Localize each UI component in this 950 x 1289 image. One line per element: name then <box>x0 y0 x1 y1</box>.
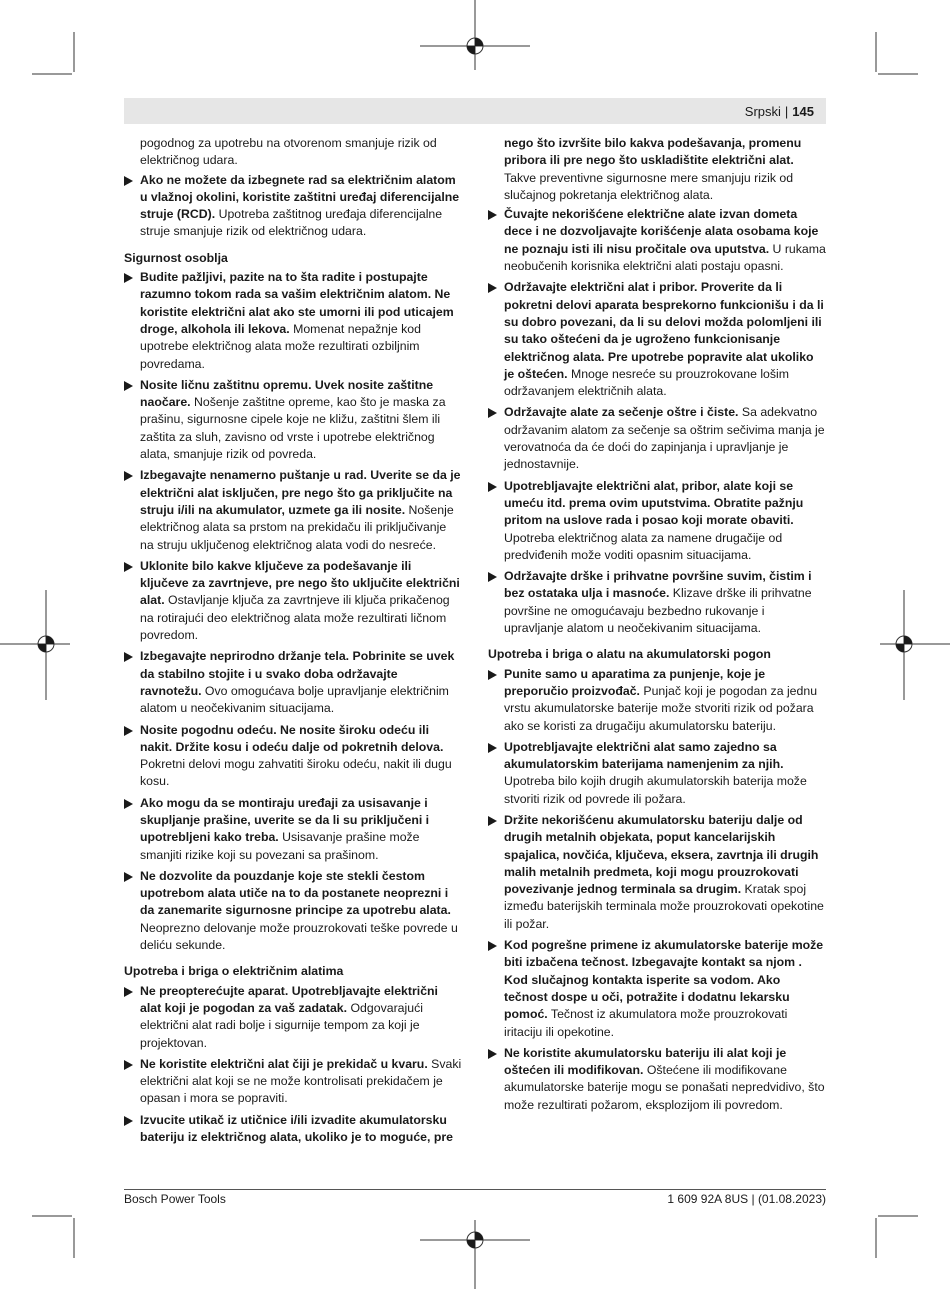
item-text: Takve preventivne sigurnosne mere smanjuju rizik od slučajnog pokretanja električnog alata. <box>504 170 794 202</box>
item-text: Ovo omogućava bolje upravljanje električnim alatom u neočekivanim situacijama. <box>140 683 449 716</box>
footer-publisher: Bosch Power Tools <box>124 1192 226 1206</box>
item-bold: Upotrebljavajte električni alat, pribor, alate koji se umeću itd. prema ovim uputstvima. Obratite pažnju pritom na uslove rada i posao koji morate obaviti. <box>504 478 804 528</box>
header-section: Srpski <box>744 104 781 119</box>
item-bold: Ne koristite električni alat čiji je prekidač u kvaru. <box>140 1056 428 1071</box>
item-text: Tečnost iz akumulatora može prouzrokovati iritaciju ili opekotine. <box>504 1007 788 1039</box>
bullet-arrow-icon <box>488 816 497 826</box>
bullet-arrow-icon <box>124 872 133 882</box>
bullet-arrow-icon <box>488 210 497 220</box>
bullet-arrow-icon <box>124 176 133 186</box>
safety-item <box>124 983 462 1052</box>
item-text: Pokretni delovi mogu zahvatiti široku odeću, nakit ili dugu kosu. <box>140 757 452 789</box>
bullet-arrow-icon <box>488 482 497 492</box>
bullet-arrow-icon <box>488 743 497 753</box>
bullet-arrow-icon <box>124 273 133 283</box>
item-bold: Punite samo u aparatima za punjenje, koje je preporučio proizvođač. <box>504 666 766 698</box>
item-bold: Uklonite bilo kakve ključeve za podešavanje ili ključeve za zavrtnjeve, pre nego što uključite električni alat. <box>140 558 460 608</box>
item-text: Odgovarajući električni alat radi bolje i sigurnije tempom za koji je projektovan. <box>140 1000 423 1050</box>
item-text: Klizave drške ili prihvatne površine ne omogućavaju bezbedno rukovanje i upravljanje alatom u neočekivanim situacijama. <box>504 586 812 636</box>
item-bold: Ako mogu da se montiraju uređaji za usisavanje i skupljanje prašine, uverite se da li su priključeni i upotrebljeni kako treba. <box>140 795 430 845</box>
item-text: Oštećene ili modifikovane akumulatorske baterije mogu se ponašati nepredvidivo, što može rezultirati požarom, eksplozijom ili povredom. <box>504 1063 825 1112</box>
item-bold: Budite pažljivi, pazite na to šta radite i postupajte razumno tokom rada sa vašim električnim alatom. Ne koristite električni alat ako ste umorni ili pod uticajem droge, alkohola ili lekova. <box>140 270 454 336</box>
safety-item <box>488 739 826 808</box>
bullet-arrow-icon <box>124 1060 133 1070</box>
item-text: Mnoge nesreće su prouzrokovane lošim održavanjem električnih alata. <box>504 366 790 399</box>
safety-item <box>124 868 462 954</box>
safety-item <box>488 279 826 400</box>
safety-item <box>124 269 462 373</box>
bullet-arrow-icon <box>488 670 497 680</box>
item-text: Punjač koji je pogodan za jednu vrstu akumulatorske baterije može stvoriti rizik od požara ako se koristi za drugačiju akumulatorsku bateriju. <box>504 683 818 733</box>
safety-item <box>124 558 462 644</box>
item-text: Svaki električni alat koji se ne može kontrolisati prekidačem je opasan i mora se popraviti. <box>140 1056 462 1106</box>
safety-item <box>488 568 826 637</box>
item-bold: Ne koristite akumulatorsku bateriju ili alat koji je oštećen ili modifikovan. <box>504 1045 787 1078</box>
safety-item <box>124 377 462 463</box>
item-bold: Kod pogrešne primene iz akumulatorske baterije može biti izbačena tečnost. Izbegavajte kontakt sa njom . Kod slučajnog kontakta isperite sa vodom. Ako tečnost dospe u oči, potražite i dodatnu lekarsku pomoć. <box>504 938 824 1022</box>
item-bold: nego što izvršite bilo kakva podešavanja, promenu pribora ili pre nego što uskladištite električni alat. <box>504 136 802 168</box>
item-bold: Nosite pogodnu odeću. Ne nosite široku odeću ili nakit. Držite kosu i odeću dalje od pokretnih delova. <box>140 722 444 754</box>
item-text: Momenat nepažnje kod upotrebe električnog alata može rezultirati ozbiljnim povredama. <box>140 321 421 371</box>
item-text: Nošenje zaštitne opreme, kao što je maska za prašinu, sigurnosne cipele koje ne kližu, zaštitni šlem ili zaštita za sluh, zavisno od vrste i upotrebe električnog alata, smanjuje rizik od povreda. <box>140 395 446 462</box>
safety-item <box>488 478 826 564</box>
safety-item <box>488 206 826 275</box>
header-bar <box>124 98 826 124</box>
safety-item <box>124 467 462 553</box>
section-heading: Upotreba i briga o alatu na akumulatorski pogon <box>488 647 771 662</box>
bullet-arrow-icon <box>488 408 497 418</box>
page-header <box>745 104 814 120</box>
bullet-arrow-icon <box>124 726 133 736</box>
footer-document-id: 1 609 92A 8US | (01.08.2023) <box>667 1192 826 1206</box>
item-text: Neoprezno delovanje može prouzrokovati teške povrede u deliću sekunde. <box>140 920 458 953</box>
safety-item <box>124 648 462 717</box>
safety-item <box>124 722 462 791</box>
page-number: 145 <box>792 104 814 119</box>
safety-item <box>488 812 826 933</box>
safety-item <box>124 1112 462 1147</box>
item-bold: Održavajte drške i prihvatne površine suvim, čistim i bez ostataka ulja i masnoće. <box>504 569 812 601</box>
item-bold: Izbegavajte neprirodno držanje tela. Pobrinite se uvek da stabilno stojite i u svako doba održavajte ravnotežu. <box>140 649 455 698</box>
item-bold: Ne preopterećujte aparat. Upotrebljavajte električni alat koji je pogodan za vaš zadatak. <box>140 983 438 1015</box>
right-column <box>488 135 826 1118</box>
item-bold: Izbegavajte nenamerno puštanje u rad. Uverite se da je električni alat isključen, pre nego što ga priključite na struju i/ili na akumulator, uzmete ga ili nosite. <box>140 468 461 517</box>
bullet-arrow-icon <box>488 941 497 951</box>
item-text: Upotreba zaštitnog uređaja diferencijalne struje smanjuje rizik od električnog udara. <box>140 207 443 239</box>
item-text: Upotreba bilo kojih drugih akumulatorskih baterija može stvoriti rizik od povrede ili požara. <box>504 774 807 806</box>
bullet-arrow-icon <box>124 987 133 997</box>
section-heading: Upotreba i briga o električnim alatima <box>124 964 344 979</box>
bullet-arrow-icon <box>124 381 133 391</box>
safety-item <box>124 172 462 241</box>
safety-item <box>488 937 826 1041</box>
section-heading: Sigurnost osoblja <box>124 250 228 265</box>
item-bold: Održavajte električni alat i pribor. Proverite da li pokretni delovi aparata besprekorno funkcionišu i da li su dobro povezani, da li su delovi možda polomljeni ili su tako oštećeni da je ugroženo funkcionisanje električnog alata. Pre upotrebe popravite alat ukoliko je oštećen. <box>504 280 824 381</box>
item-bold: Ako ne možete da izbegnete rad sa električnim alatom u vlažnoj okolini, koristite zaštitni uređaj diferencijalne struje (RCD). <box>140 172 460 222</box>
left-column <box>124 135 462 1150</box>
item-text: Sa adekvatno održavanim alatom za sečenje sa oštrim sečivima manja je verovatnoća da će doći do zapinjanja i upravljanje je jednostavnije. <box>504 405 825 472</box>
item-bold: Čuvajte nekorišćene električne alate izvan dometa dece i ne dozvoljavajte korišćenje alata osobama koje ne poznaju isti ili nisu pročitale ova uputstva. <box>504 207 819 256</box>
item-bold: Nosite ličnu zaštitnu opremu. Uvek nosite zaštitne naočare. <box>140 377 434 410</box>
safety-item <box>124 795 462 864</box>
item-text: Nošenje električnog alata sa prstom na prekidaču ili priključivanje na struju uključenog električnog alata vodi do nesreće. <box>140 502 454 552</box>
item-text: Usisavanje prašine može smanjiti rizike koji su povezani sa prašinom. <box>140 830 420 862</box>
item-text: U rukama neobučenih korisnika električni alati postaju opasni. <box>504 241 826 274</box>
item-text: Kratak spoj između baterijskih terminala može prouzrokovati opekotine ili požar. <box>504 882 824 931</box>
item-bold: Držite nekorišćenu akumulatorsku bateriju dalje od drugih metalnih objekata, poput kancelarijskih spajalica, novčića, ključeva, eksera, zavrtnja ili drugih malih metalnih predmeta, koji mogu prouzrokovati povezivanje jednog terminala sa drugim. <box>504 812 819 897</box>
bullet-arrow-icon <box>488 572 497 582</box>
safety-item <box>488 1045 826 1114</box>
bullet-arrow-icon <box>488 1049 497 1059</box>
bullet-arrow-icon <box>124 652 133 662</box>
safety-item <box>488 404 826 473</box>
bullet-arrow-icon <box>488 283 497 293</box>
item-bold: Upotrebljavajte električni alat samo zajedno sa akumulatorskim baterijama namenjenim za njih. <box>504 739 784 772</box>
item-bold: Izvucite utikač iz utičnice i/ili izvadite akumulatorsku bateriju iz električnog alata, ukoliko je to moguće, pre <box>140 1112 453 1145</box>
safety-item <box>488 666 826 735</box>
item-text: Ostavljanje ključa za zavrtnjeve ili ključa prikačenog na rotirajući deo električnog alata može rezultirati ličnom povredom. <box>140 593 450 643</box>
continued-paragraph: pogodnog za upotrebu na otvorenom smanjuje rizik od električnog udara. <box>140 136 437 168</box>
bullet-arrow-icon <box>124 562 133 572</box>
continued-paragraph <box>488 135 826 204</box>
item-bold: Održavajte alate za sečenje oštre i čiste. <box>504 405 739 420</box>
bullet-arrow-icon <box>124 799 133 809</box>
item-bold: Ne dozvolite da pouzdanje koje ste stekli čestom upotrebom alata utiče na to da postanete neoprezni i da zanemarite sigurnosne principe za upotrebu alata. <box>140 868 451 918</box>
bullet-arrow-icon <box>124 1116 133 1126</box>
footer-rule <box>124 1189 826 1190</box>
header-separator: | <box>784 104 789 119</box>
item-text: Upotreba električnog alata za namene drugačije od predviđenih može voditi opasnim situacijama. <box>504 530 783 562</box>
bullet-arrow-icon <box>124 471 133 481</box>
safety-item <box>124 1056 462 1108</box>
